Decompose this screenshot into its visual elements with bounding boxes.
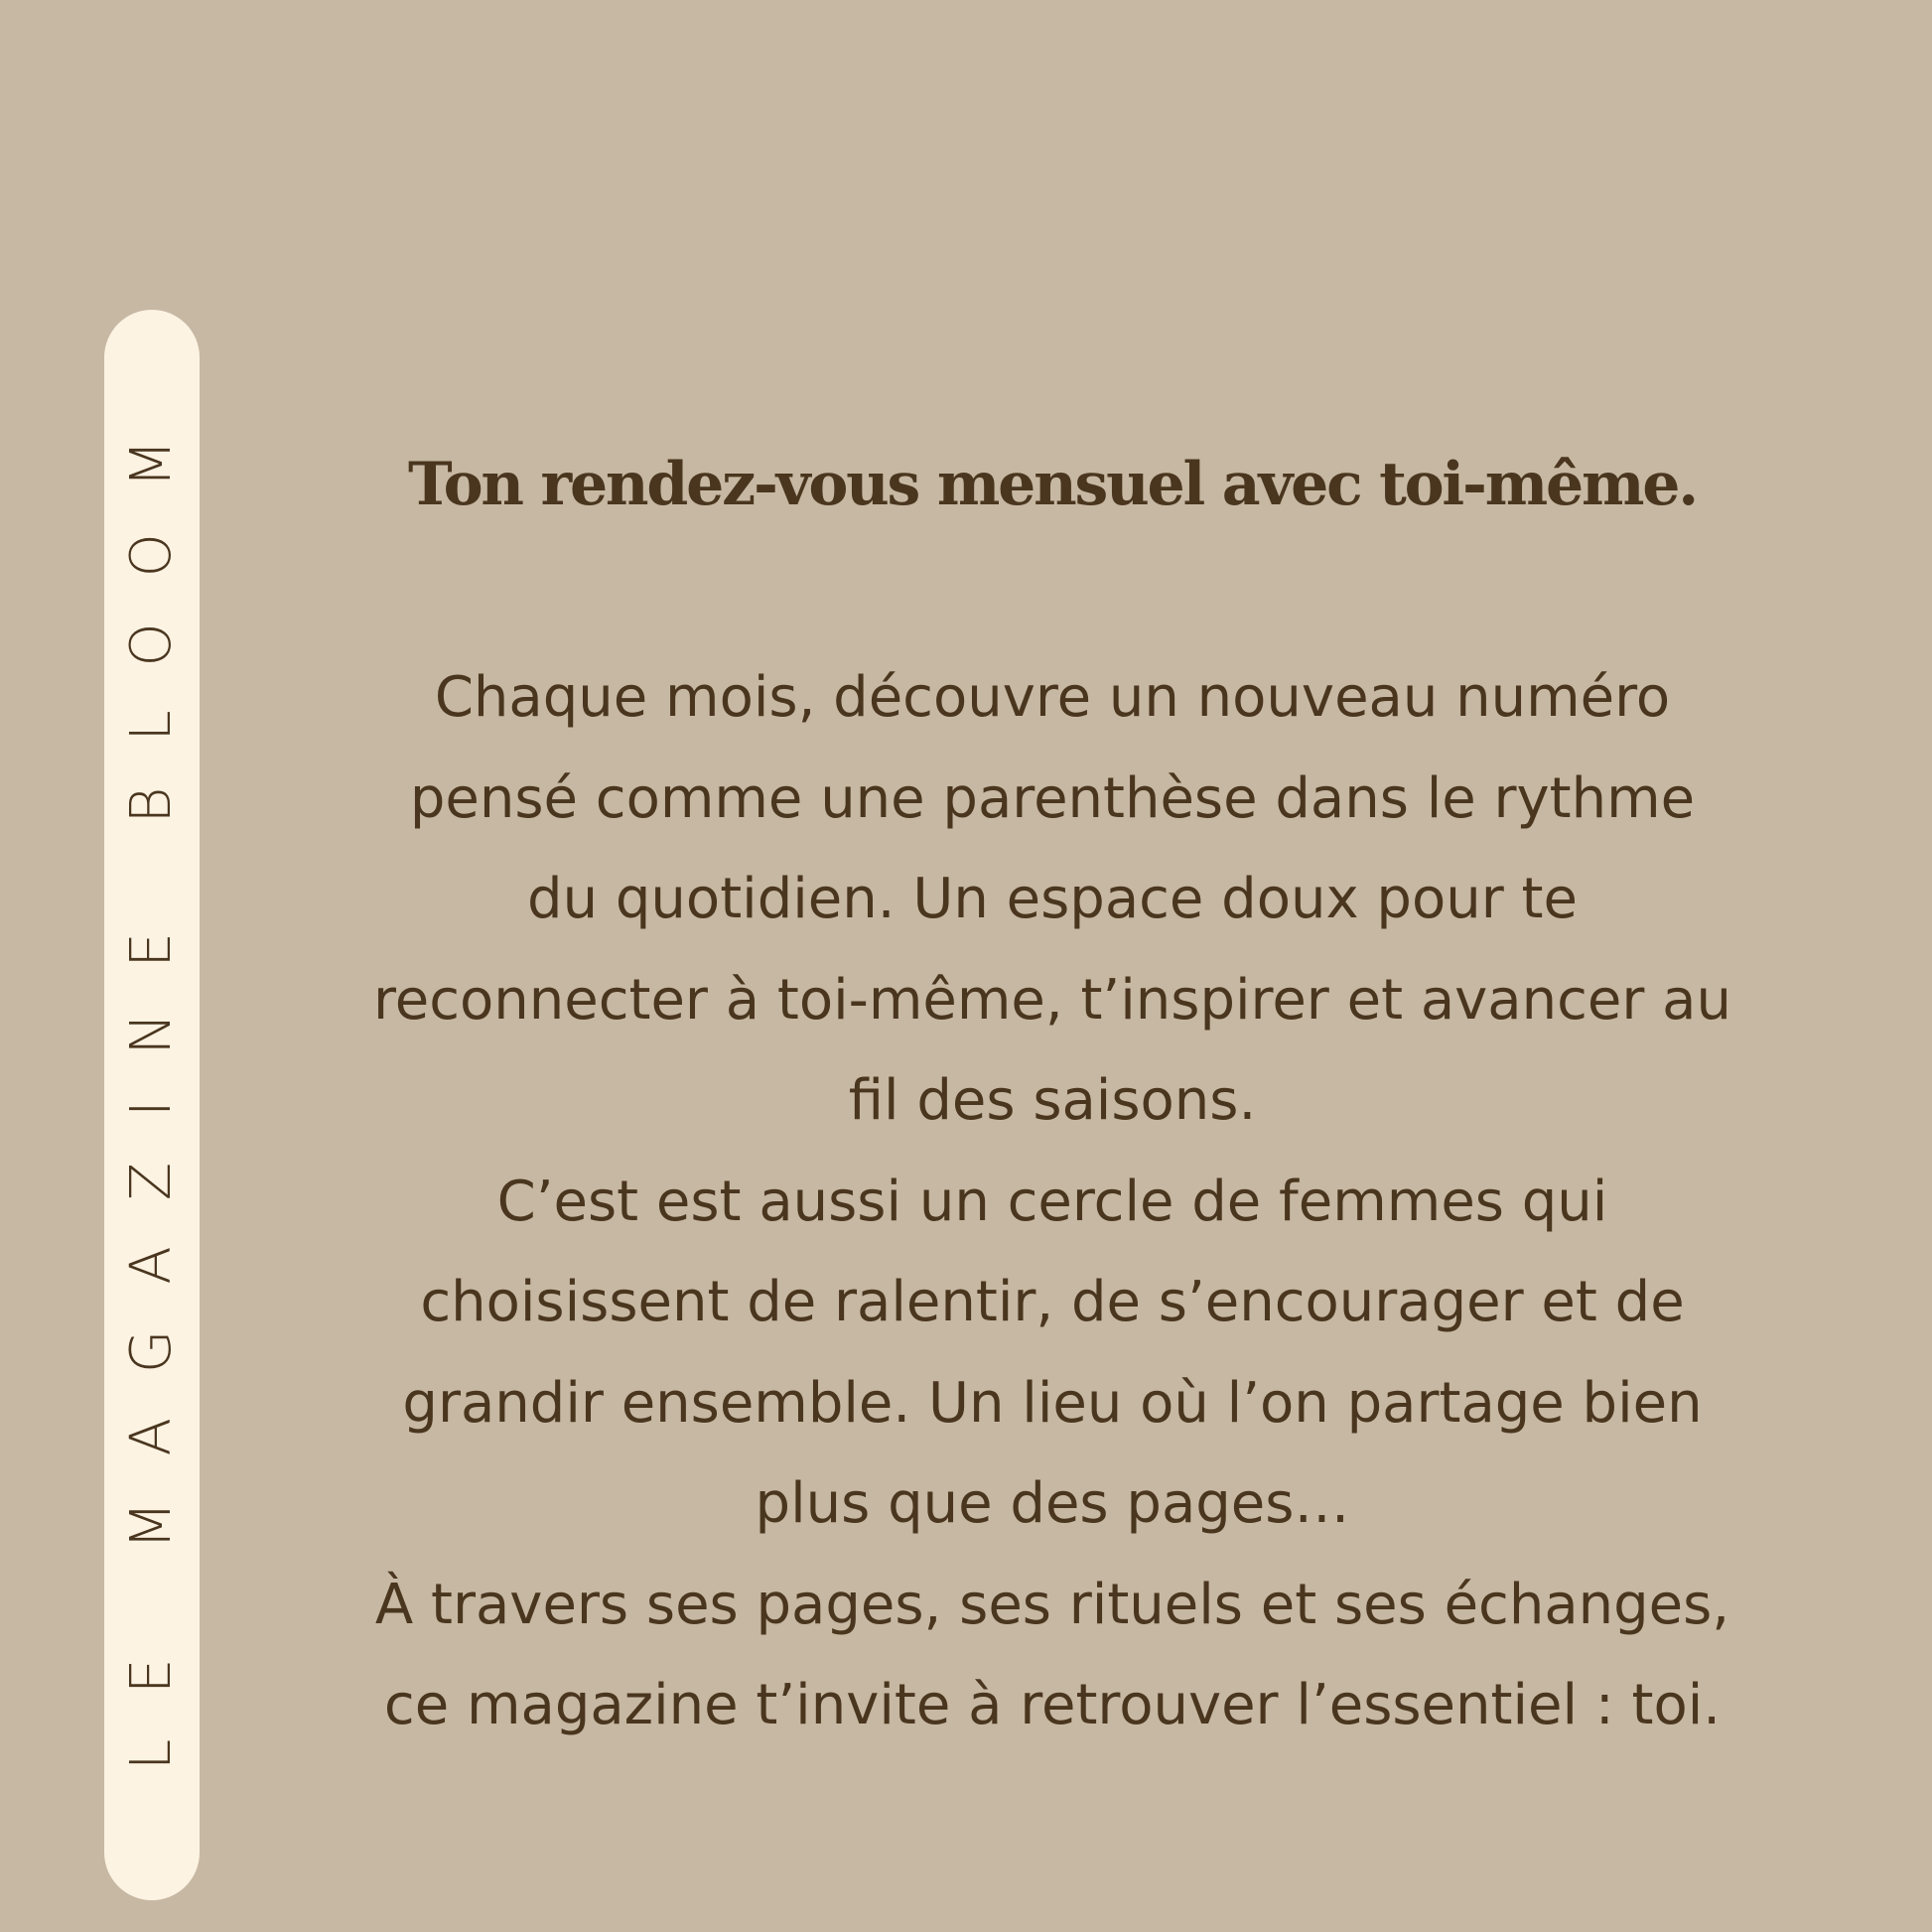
body-line: plus que des pages… xyxy=(755,1471,1350,1536)
body-line: du quotidien. Un espace doux pour te xyxy=(527,867,1578,931)
body-line: ce magazine t’invite à retrouver l’essentiel : toi. xyxy=(383,1673,1722,1737)
body-line: Chaque mois, découvre un nouveau numéro xyxy=(434,665,1671,730)
body-line: reconnecter à toi-même, t’inspirer et avancer au xyxy=(373,967,1731,1033)
body-line: C’est est aussi un cercle de femmes qui xyxy=(496,1169,1608,1234)
body-line: fil des saisons. xyxy=(848,1068,1257,1133)
body-line: grandir ensemble. Un lieu où l’on partage bien xyxy=(402,1370,1703,1436)
body-line: pensé comme une parenthèse dans le rythme xyxy=(409,765,1696,831)
body-line: choisissent de ralentir, de s’encourager et de xyxy=(420,1270,1685,1334)
body-text xyxy=(268,647,1837,1756)
body-line: À travers ses pages, ses rituels et ses échanges, xyxy=(374,1572,1730,1637)
magazine-name-vertical: LE MAGAZINE BLOOM xyxy=(119,393,184,1771)
headline: Ton rendez-vous mensuel avec toi-même. xyxy=(408,450,1697,519)
